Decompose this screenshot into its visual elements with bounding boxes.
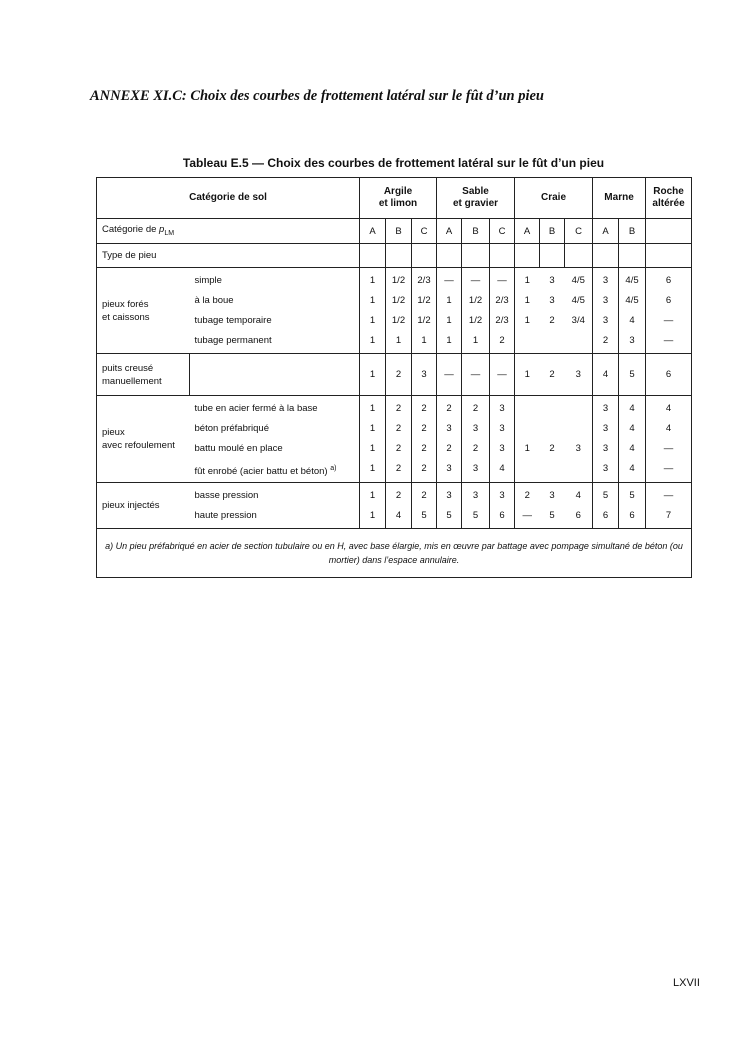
- curve-value: 3: [549, 274, 555, 286]
- curve-value: 2: [549, 314, 555, 326]
- curve-value: 2: [446, 443, 452, 454]
- curve-value: 3: [472, 489, 479, 501]
- curve-value: 5: [549, 509, 555, 521]
- curve-value: 2: [395, 423, 402, 434]
- curve-value-cell: [412, 483, 437, 529]
- curve-value: 2: [421, 463, 427, 474]
- curve-value: 3: [499, 423, 505, 434]
- curve-value-cell: [540, 354, 565, 396]
- curve-value: 3: [629, 334, 635, 346]
- plm-category-cell: B: [462, 219, 490, 244]
- curve-value: 5: [629, 489, 635, 501]
- curve-value-cell: [386, 354, 412, 396]
- curve-value: [515, 331, 540, 351]
- curve-value: 1: [472, 334, 479, 346]
- curve-value: 3: [472, 423, 479, 434]
- plm-category-cell: A: [360, 219, 386, 244]
- curve-value-cell: [515, 396, 540, 483]
- annex-title: ANNEXE XI.C: Choix des courbes de frottement latéral sur le fût d’un pieu: [90, 88, 544, 104]
- curve-value-cell: [360, 354, 386, 396]
- pile-subtypes: [190, 354, 360, 396]
- curve-value: 2: [395, 368, 402, 380]
- curve-value: 3/4: [571, 314, 585, 326]
- curve-value: 4: [629, 463, 635, 474]
- curve-value-cell: [490, 483, 515, 529]
- subtype-label: basse pression: [194, 489, 259, 501]
- curve-value: 4: [602, 368, 609, 380]
- curve-value: 5: [472, 509, 479, 521]
- curve-value: 3: [446, 423, 452, 434]
- curve-value: 2: [421, 489, 427, 501]
- curve-value-cell: [437, 396, 462, 483]
- plm-category-cell: B: [619, 219, 646, 244]
- curve-value: 2: [421, 423, 427, 434]
- curve-value: 1: [369, 403, 376, 414]
- curve-value-cell: [490, 268, 515, 354]
- curve-value: 3: [602, 423, 609, 434]
- header-sable: Sable et gravier: [437, 178, 515, 219]
- subtype-label: fût enrobé (acier battu et béton) $^{a)}$: [194, 465, 337, 478]
- curve-value: 2: [549, 368, 555, 380]
- curve-value: 1/2: [391, 314, 406, 326]
- curve-value-cell: [515, 268, 540, 354]
- curve-value: [565, 399, 593, 419]
- plm-category-cell: B: [386, 219, 412, 244]
- curve-value: —: [663, 463, 674, 474]
- subtype-label: battu moulé en place: [194, 443, 283, 454]
- subtype-label: tube en acier fermé à la base: [194, 403, 318, 414]
- curve-value: 1: [369, 443, 376, 454]
- curve-value: 6: [602, 509, 609, 521]
- curve-value: 2/3: [495, 314, 509, 326]
- curve-value-cell: [593, 483, 619, 529]
- page-number: LXVII: [673, 977, 700, 989]
- header-roche: Roche altérée: [646, 178, 692, 219]
- header-marne: Marne: [593, 178, 646, 219]
- curve-value-cell: [437, 268, 462, 354]
- curve-value: 2: [499, 334, 505, 346]
- curve-value: 3: [549, 294, 555, 306]
- curve-value: 3: [602, 274, 609, 286]
- curve-value-cell: [565, 354, 593, 396]
- curve-value-cell: [646, 483, 692, 529]
- curve-value: 1: [369, 489, 376, 501]
- empty-cell: [490, 244, 515, 268]
- curve-value: 4: [629, 314, 635, 326]
- curve-value: 3: [446, 463, 452, 474]
- group-row-displacement: [97, 396, 692, 483]
- curve-value-cell: [360, 396, 386, 483]
- curve-value: 2: [446, 403, 452, 414]
- curve-value: 1: [369, 294, 376, 306]
- curve-value: [540, 331, 565, 351]
- group-row-grouted: [97, 483, 692, 529]
- plm-category-cell: C: [490, 219, 515, 244]
- empty-cell: [437, 244, 462, 268]
- curve-value: 3: [602, 314, 609, 326]
- curve-value: —: [444, 274, 454, 286]
- empty-cell: [360, 244, 386, 268]
- empty-cell: [619, 244, 646, 268]
- curve-value: 1/2: [417, 314, 431, 326]
- curve-value-cell: [619, 483, 646, 529]
- curve-value: 2: [395, 403, 402, 414]
- curve-value-cell: [360, 483, 386, 529]
- curve-value: 4: [665, 423, 672, 434]
- curve-value-cell: [490, 396, 515, 483]
- curve-value: 1/2: [391, 294, 406, 306]
- curve-value-cell: [515, 354, 540, 396]
- curve-value: [540, 419, 565, 439]
- curve-value: 1: [421, 334, 427, 346]
- plm-category-cell: [646, 219, 692, 244]
- curve-value: 6: [499, 509, 505, 521]
- header-argile: Argile et limon: [360, 178, 437, 219]
- curve-value: [540, 459, 565, 479]
- curve-value-cell: [462, 483, 490, 529]
- curve-value: 4: [665, 403, 672, 414]
- curve-value-cell: [593, 268, 619, 354]
- curve-value-cell: [412, 354, 437, 396]
- subtype-label: tubage permanent: [194, 334, 272, 346]
- curve-value: 4: [629, 443, 635, 454]
- curve-value: 3: [602, 463, 609, 474]
- curve-value: 1: [446, 294, 452, 306]
- header-craie: Craie: [515, 178, 593, 219]
- curve-value: 1: [369, 334, 376, 346]
- curve-value-cell: [490, 354, 515, 396]
- plm-category-cell: C: [565, 219, 593, 244]
- curve-value: —: [663, 489, 674, 501]
- curve-value: 6: [665, 274, 672, 286]
- curve-value: —: [497, 368, 507, 380]
- empty-cell: [540, 244, 565, 268]
- empty-cell: [412, 244, 437, 268]
- plm-category-cell: C: [412, 219, 437, 244]
- pile-type-row: [97, 244, 692, 268]
- empty-cell: [515, 244, 540, 268]
- curve-value: —: [470, 368, 481, 380]
- curve-value-cell: [619, 396, 646, 483]
- curve-value: 3: [499, 403, 505, 414]
- curve-value: 2: [472, 403, 479, 414]
- plm-category-label: Catégorie de $p_{LM}$: [97, 219, 360, 244]
- curve-value: 3: [421, 368, 427, 380]
- curve-value: 6: [575, 509, 581, 521]
- curve-value: 1/2: [391, 274, 406, 286]
- empty-cell: [386, 244, 412, 268]
- curve-value: 3: [602, 443, 609, 454]
- curve-value: 2/3: [495, 294, 509, 306]
- footnote-ref: a): [330, 465, 337, 472]
- curve-value: [540, 399, 565, 419]
- friction-curves-table: [96, 177, 692, 578]
- header-category: Catégorie de sol: [97, 178, 360, 219]
- curve-value-cell: [565, 483, 593, 529]
- curve-value: —: [522, 509, 533, 521]
- pile-subtypes: [190, 483, 360, 529]
- curve-value-cell: [437, 354, 462, 396]
- curve-value: 1: [369, 274, 376, 286]
- subtype-label: béton préfabriqué: [194, 423, 269, 434]
- curve-value: 2/3: [417, 274, 431, 286]
- curve-value: [565, 459, 593, 479]
- empty-cell: [462, 244, 490, 268]
- curve-value: 2: [472, 443, 479, 454]
- curve-value-cell: [360, 268, 386, 354]
- curve-value: 2: [395, 489, 402, 501]
- pile-type-label: Type de pieu: [97, 244, 360, 268]
- curve-value: 5: [421, 509, 427, 521]
- curve-value-cell: [462, 354, 490, 396]
- curve-value: —: [663, 443, 674, 454]
- footnote: a) Un pieu préfabriqué en acier de section tubulaire ou en H, avec base élargie, mis en œuvre par battage avec pompage simultané de béton (ou mortier) dans l’espace annulaire.: [97, 529, 692, 578]
- group-label: pieux avec refoulement: [97, 396, 190, 483]
- empty-cell: [565, 244, 593, 268]
- subtype-label: simple: [194, 274, 222, 286]
- curve-value-cell: [462, 268, 490, 354]
- curve-value: 2: [395, 443, 402, 454]
- curve-value-cell: [619, 354, 646, 396]
- curve-value: 4: [499, 463, 505, 474]
- curve-value: —: [663, 314, 674, 326]
- curve-value: 5: [602, 489, 609, 501]
- curve-value: [515, 459, 540, 479]
- curve-value-cell: [386, 268, 412, 354]
- group-label: pieux forés et caissons: [97, 268, 190, 354]
- curve-value-cell: [412, 268, 437, 354]
- curve-value: 3: [446, 489, 452, 501]
- curve-value-cell: [565, 396, 593, 483]
- curve-value: 1/2: [417, 294, 431, 306]
- curve-value: 2: [421, 403, 427, 414]
- curve-value: 4/5: [625, 274, 639, 286]
- plm-category-cell: A: [515, 219, 540, 244]
- curve-value-cell: [646, 354, 692, 396]
- curve-value: 4: [629, 423, 635, 434]
- subtype-label: à la boue: [194, 294, 234, 306]
- subtype-label: haute pression: [194, 509, 257, 521]
- plm-category-cell: A: [593, 219, 619, 244]
- curve-value: 1: [395, 334, 402, 346]
- curve-value: 2: [421, 443, 427, 454]
- curve-value: 1: [369, 368, 376, 380]
- pile-subtypes: [190, 268, 360, 354]
- curve-value: 4/5: [571, 274, 585, 286]
- group-label: pieux injectés: [97, 483, 190, 529]
- curve-value-cell: [386, 483, 412, 529]
- curve-value-cell: [386, 396, 412, 483]
- curve-value: 5: [446, 509, 452, 521]
- curve-value-cell: [412, 396, 437, 483]
- group-row-bored-piles: [97, 268, 692, 354]
- curve-value-cell: [540, 396, 565, 483]
- plm-category-cell: B: [540, 219, 565, 244]
- curve-value: 3: [575, 368, 581, 380]
- group-row-hand-dug: [97, 354, 692, 396]
- header-row: [97, 178, 692, 219]
- curve-value: 1: [524, 294, 530, 306]
- curve-value: 2: [549, 443, 555, 454]
- plm-category-row: [97, 219, 692, 244]
- curve-value: 3: [602, 294, 609, 306]
- curve-value: 1: [524, 368, 530, 380]
- curve-value-cell: [646, 396, 692, 483]
- curve-value: 1: [524, 274, 530, 286]
- curve-value-cell: [515, 483, 540, 529]
- curve-value-cell: [646, 268, 692, 354]
- curve-value: 1: [369, 509, 376, 521]
- curve-value: 1: [524, 443, 530, 454]
- curve-value: 4: [575, 489, 581, 501]
- curve-value: 3: [602, 403, 609, 414]
- footnote-row: [97, 529, 692, 578]
- curve-value: 6: [665, 294, 672, 306]
- curve-value: 4/5: [571, 294, 585, 306]
- subtype-label: tubage temporaire: [194, 314, 272, 326]
- curve-value: [515, 419, 540, 439]
- curve-value: 4: [395, 509, 402, 521]
- curve-value-cell: [462, 396, 490, 483]
- curve-value: 1: [369, 314, 376, 326]
- curve-value-cell: [565, 268, 593, 354]
- curve-value: 1: [369, 423, 376, 434]
- curve-value: 3: [549, 489, 555, 501]
- pile-subtypes: [190, 396, 360, 483]
- curve-value: 3: [575, 443, 581, 454]
- curve-value-cell: [540, 268, 565, 354]
- curve-value: 2: [602, 334, 609, 346]
- table-caption: Tableau E.5 — Choix des courbes de frottement latéral sur le fût d’un pieu: [182, 156, 605, 170]
- curve-value: —: [497, 274, 507, 286]
- curve-value: —: [470, 274, 481, 286]
- curve-value: [565, 331, 593, 351]
- curve-value: 1: [524, 314, 530, 326]
- curve-value: 2: [524, 489, 530, 501]
- curve-value-cell: [540, 483, 565, 529]
- curve-value: 4/5: [625, 294, 639, 306]
- curve-value: 3: [472, 463, 479, 474]
- curve-value: 1/2: [468, 294, 483, 306]
- curve-value-cell: [619, 268, 646, 354]
- curve-value: —: [663, 334, 674, 346]
- curve-value: [515, 399, 540, 419]
- curve-value: 1/2: [468, 314, 483, 326]
- curve-value: 1: [446, 314, 452, 326]
- curve-value-cell: [437, 483, 462, 529]
- plm-category-cell: A: [437, 219, 462, 244]
- curve-value: 6: [629, 509, 635, 521]
- curve-value: 3: [499, 489, 505, 501]
- empty-cell: [646, 244, 692, 268]
- curve-value: [565, 419, 593, 439]
- group-label: puits creusé manuellement: [97, 354, 190, 396]
- empty-cell: [593, 244, 619, 268]
- curve-value: 7: [665, 509, 672, 521]
- curve-value: 1: [369, 463, 376, 474]
- curve-value: 6: [665, 368, 672, 380]
- curve-value: 5: [629, 368, 635, 380]
- curve-value-cell: [593, 396, 619, 483]
- curve-value: 4: [629, 403, 635, 414]
- curve-value: 1: [446, 334, 452, 346]
- curve-value: —: [444, 368, 454, 380]
- curve-value-cell: [593, 354, 619, 396]
- curve-value: 2: [395, 463, 402, 474]
- curve-value: 3: [499, 443, 505, 454]
